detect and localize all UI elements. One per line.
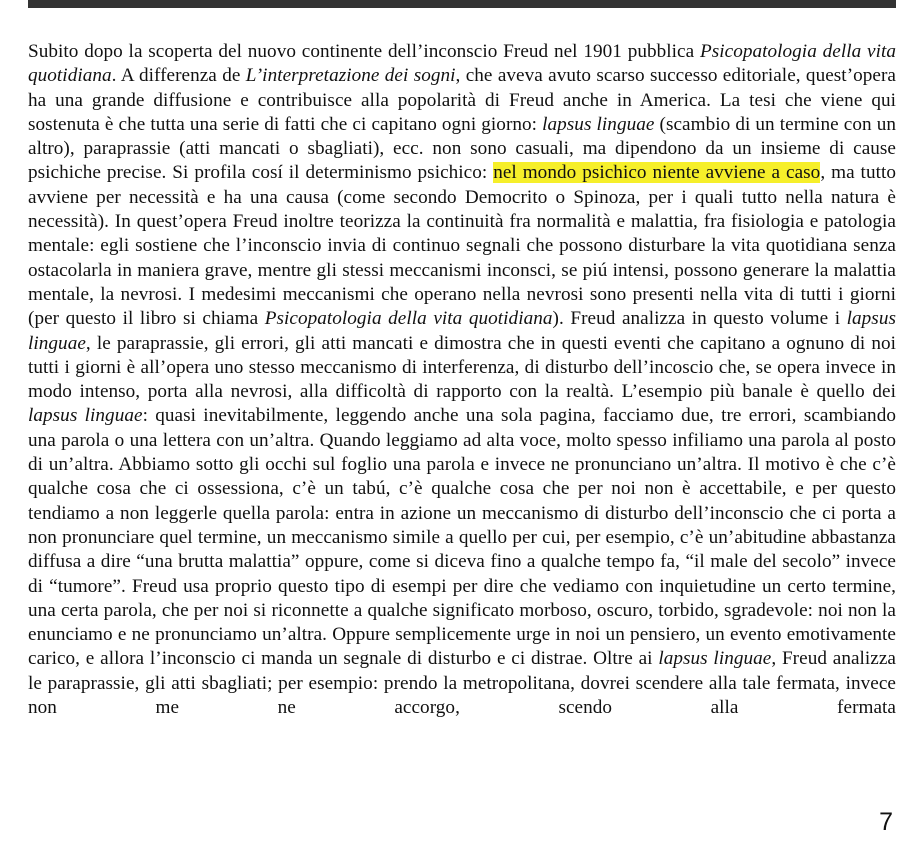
text-segment: (scambio di un termine con un altro), paraprassie (atti mancati o sbagliati), ecc. non sono casuali, ma dipendono da un insieme di cause psichiche precise. Si profila cosí il determinismo psichico: [28,113,896,184]
text-segment: ). Freud analizza in questo volume i [552,308,847,330]
term-lapsus-linguae: lapsus linguae [658,648,772,670]
text-segment: , che aveva avuto scarso successo editoriale, quest’opera ha una grande diffusione e contribuisce alla popolarità di Freud anche in America. La tesi che viene qui sostenuta è che tutta una serie di fatti che ci capitano ogni giorno: [28,65,896,135]
book-title-psicopatologia: Psicopatologia della vita quotidiana [264,308,553,330]
book-title-interpretazione: L’interpretazione dei sogni [245,65,456,87]
term-lapsus-linguae: lapsus linguae [28,405,143,427]
body-paragraph [28,40,896,720]
text-segment: , le paraprassie, gli errori, gli atti mancati e dimostra che in questi eventi che capitano a ognuno di noi tutti i giorni è all’opera uno stesso meccanismo di interferenza, di disturbo dell’incoscio che, se opera invece in modo intenso, porta alla nevrosi, alla difficoltà di rapporto con la realtà. L’esempio più banale è quello dei [28,332,896,403]
top-border-bar [28,0,896,8]
text-segment: Subito dopo la scoperta del nuovo continente dell’inconscio Freud nel 1901 pubblica [28,41,700,62]
text-segment: , Freud analizza le paraprassie, gli atti sbagliati; per esempio: prendo la metropolitana, dovrei scendere alla tale fermata, invece non me ne accorgo, scendo alla fermata [28,648,896,719]
text-segment: . A differenza de [111,65,246,87]
term-lapsus-linguae: lapsus linguae [28,308,896,354]
book-title-psicopatologia: Psicopatologia della vita quotidiana [28,41,896,87]
highlighted-phrase: nel mondo psichico niente avviene a caso [493,162,821,184]
term-lapsus-linguae: lapsus linguae [542,113,655,135]
page-number: 7 [879,808,893,836]
text-segment: : quasi inevitabilmente, leggendo anche una sola pagina, facciamo due, tre errori, scambiando una parola o una lettera con un’altra. Quando leggiamo ad alta voce, molto spesso infiliamo una parola al posto di un’altra. Abbiamo sotto gli occhi sul foglio una parola e invece ne pronunciano un’altra. Il motivo è che c’è qualche cosa che ci ossessiona, c’è un tabú, c’è qualche cosa che per noi non è accettabile, e per questo tendiamo a non leggerle quella parola: entra in azione un meccanismo di disturbo dell’inconscio che ci porta a non pronunciare quel termine, un meccanismo simile a quello per cui, per esempio, c’è un’abitudine abbastanza diffusa a dire “una brutta malattia” oppure, come si diceva fino a qualche tempo fa, “il male del secolo” invece di “tumore”. Freud usa proprio questo tipo di esempi per dire che vediamo con inquietudine un certo termine, una certa parola, che per noi si riconnette a qualche significato morboso, oscuro, torbido, sgradevole: noi non la enunciamo e ne pronunciamo un’altra. Oppure semplicemente urge in noi un pensiero, un evento emotivamente carico, e allora l’inconscio ci manda un segnale di disturbo e ci distrae. Oltre ai [28,405,896,670]
text-segment: , ma tutto avviene per necessità e ha una causa (come secondo Democrito o Spinoza, per i quali tutto nella natura è necessità). In quest’opera Freud inoltre teorizza la continuità fra normalità e malattia, fra fisiologia e patologia mentale: egli sostiene che l’inconscio invia di continuo segnali che possono disturbare la vita quotidiana senza ostacolarla in maniera grave, mentre gli stessi meccanismi inconsci, se piú intensi, possono generare la malattia mentale, la nevrosi. I medesimi meccanismi che operano nella nevrosi sono presenti nella vita di tutti i giorni (per questo il libro si chiama [28,162,896,330]
